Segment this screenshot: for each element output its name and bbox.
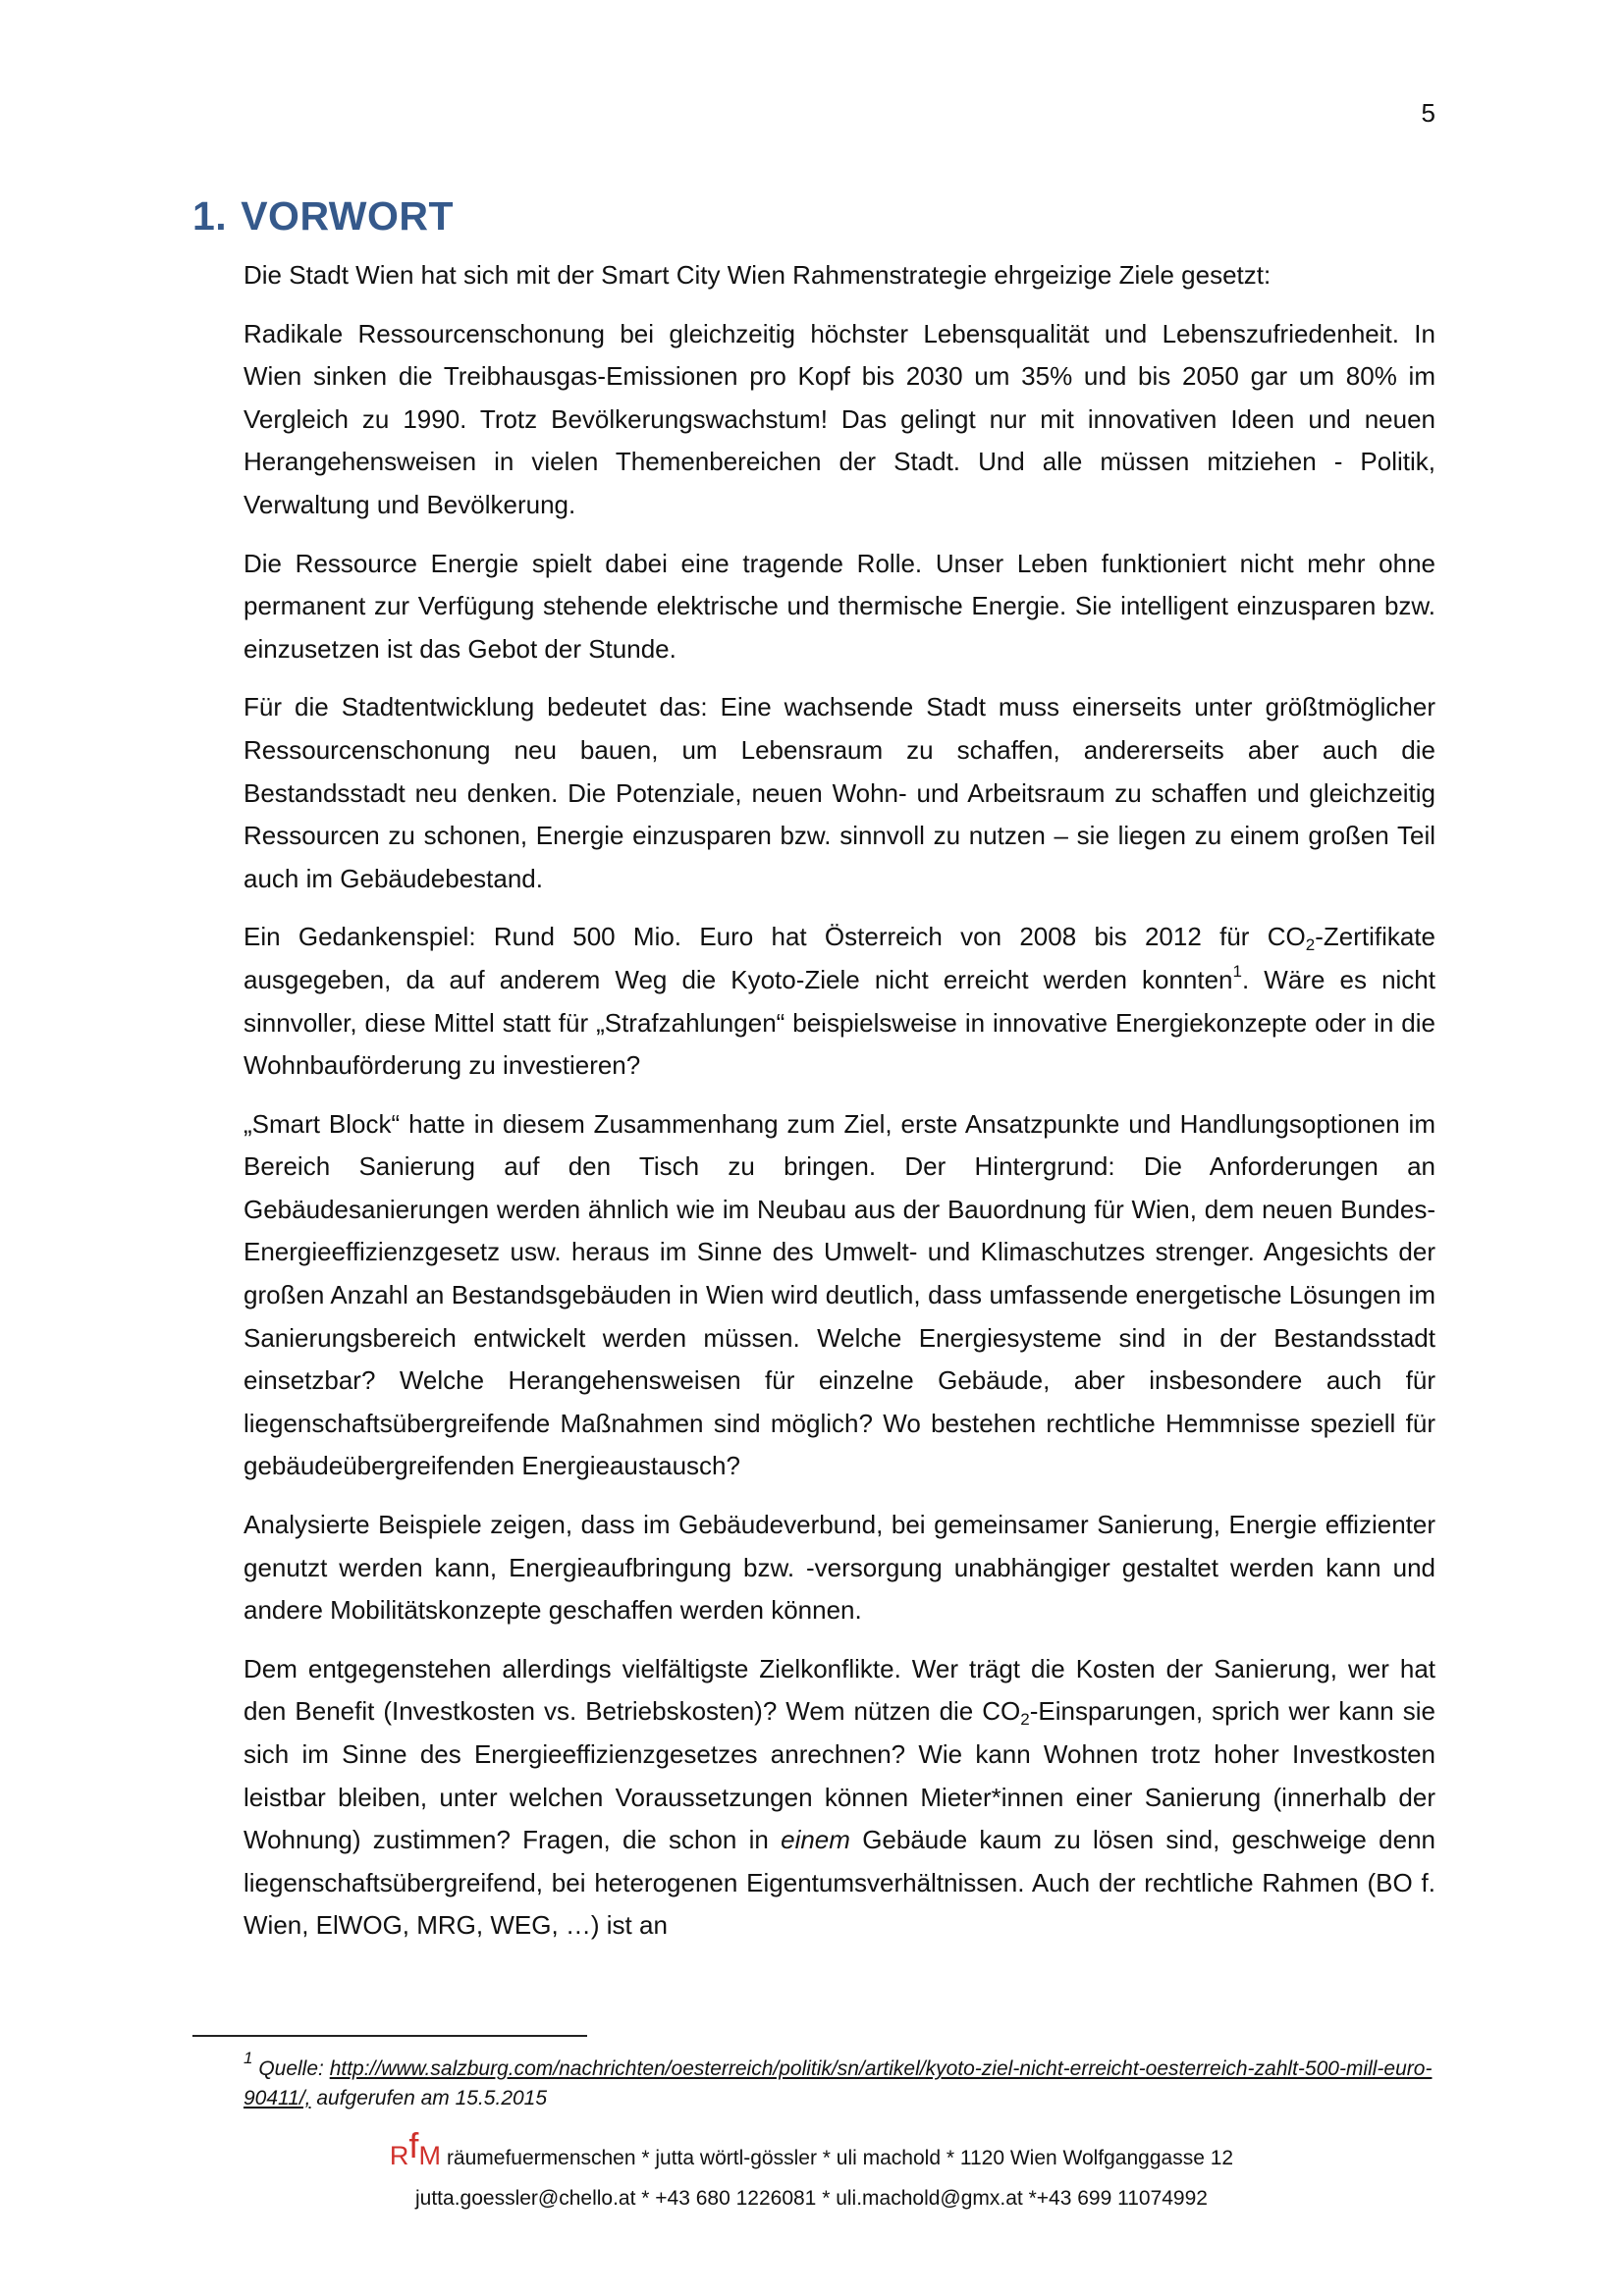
paragraph-4: Für die Stadtentwicklung bedeutet das: Eine wachsende Stadt muss einerseits unter größtmöglicher Ressourcenschonung neu bauen, um Lebensraum zu schaffen, andererseits aber auch die Bestandsstadt neu denken. Die Potenziale, neuen Wohn- und Arbeitsraum zu schaffen und gleichzeitig Ressourcen zu schonen, Energie einzusparen bzw. sinnvoll zu nutzen – sie liegen zu einem großen Teil auch im Gebäudebestand. xyxy=(243,692,1435,893)
paragraph-8-part-c: Gebäude kaum zu lösen sind, geschweige denn liegenschaftsübergreifend, bei heterogenen Eigentumsverhältnissen. Auch der rechtliche Rahmen (BO f. Wien, ElWOG, MRG, WEG, …) ist an xyxy=(243,1825,1435,1941)
footnote xyxy=(243,2049,1435,2113)
footnote-divider xyxy=(192,2035,587,2037)
logo-letter-r: R xyxy=(389,2141,409,2170)
footer-address xyxy=(0,2125,1623,2173)
paragraph-8-part-b: -Einsparungen, sprich wer kann sie sich im Sinne des Energieeffizienzgesetzes anrechnen? Wie kann Wohnen trotz hoher Investkosten leistbar bleiben, unter welchen Voraussetzungen können Mieter*innen einer Sanierung (innerhalb der Wohnung) zustimmen? Fragen, die schon in xyxy=(243,1696,1435,1855)
footnote-marker: 1 xyxy=(243,2049,253,2067)
co2-subscript: 2 xyxy=(1305,935,1316,955)
body-text xyxy=(243,254,1435,1963)
paragraph-2: Radikale Ressourcenschonung bei gleichzeitig höchster Lebensqualität und Lebenszufriedenheit. In Wien sinken die Treibhausgas-Emissionen pro Kopf bis 2030 um 35% und bis 2050 gar um 80% im Vergleich zu 1990. Trotz Bevölkerungswachstum! Das gelingt nur mit innovativen Ideen und neuen Herangehensweisen in vielen Themenbereichen der Stadt. Und alle müssen mitziehen - Politik, Verwaltung und Bevölkerung. xyxy=(243,318,1435,519)
paragraph-5-part-c: . Wäre es nicht sinnvoller, diese Mittel statt für „Strafzahlungen“ beispielsweise in innovative Energiekonzepte oder in die Wohnbauförderung zu investieren? xyxy=(243,964,1435,1081)
footnote-label: Quelle: xyxy=(258,2057,330,2080)
footer-line-1: räumefuermenschen * jutta wörtl-gössler * uli machold * 1120 Wien Wolfganggasse 12 xyxy=(446,2147,1234,2169)
section-number: 1. xyxy=(192,193,228,239)
logo-letter-m: M xyxy=(418,2141,441,2170)
paragraph-8 xyxy=(243,1648,1435,1948)
paragraph-8-part-a: Dem entgegenstehen allerdings vielfältigste Zielkonflikte. Wer trägt die Kosten der Sanierung, wer hat den Benefit (Investkosten vs. Betriebskosten)? Wem nützen die CO xyxy=(243,1653,1435,1727)
paragraph-3: Die Ressource Energie spielt dabei eine tragende Rolle. Unser Leben funktioniert nicht mehr ohne permanent zur Verfügung stehende elektrische und thermische Energie. Sie intelligent einzusparen bzw. einzusetzen ist das Gebot der Stunde. xyxy=(243,548,1435,664)
paragraph-7: Analysierte Beispiele zeigen, dass im Gebäudeverbund, bei gemeinsamer Sanierung, Energie effizienter genutzt werden kann, Energieaufbringung bzw. -versorgung unabhängiger gestaltet werden kann und andere Mobilitätskonzepte geschaffen werden können. xyxy=(243,1510,1435,1626)
co2-subscript: 2 xyxy=(1020,1710,1030,1730)
section-title: VORWORT xyxy=(241,193,455,239)
rfm-logo xyxy=(389,2125,441,2170)
paragraph-5-part-a: Ein Gedankenspiel: Rund 500 Mio. Euro hat Österreich von 2008 bis 2012 für CO xyxy=(243,922,1306,952)
footnote-link[interactable]: http://www.salzburg.com/nachrichten/oesterreich/politik/sn/artikel/kyoto-ziel-nicht-erreicht-oesterreich-zahlt-500-mill-euro-90411/, xyxy=(243,2057,1433,2109)
paragraph-5-part-b: -Zertifikate ausgegeben, da auf anderem Weg die Kyoto-Ziele nicht erreicht werden konnten xyxy=(243,922,1435,994)
paragraph-1: Die Stadt Wien hat sich mit der Smart City Wien Rahmenstrategie ehrgeizige Ziele gesetzt: xyxy=(243,260,1271,290)
footnote-accessed: aufgerufen am 15.5.2015 xyxy=(310,2087,548,2109)
footer-contact: jutta.goessler@chello.at * +43 680 1226081 * uli.machold@gmx.at *+43 699 11074992 xyxy=(415,2187,1208,2210)
paragraph-5 xyxy=(243,916,1435,1087)
footnote-reference[interactable]: 1 xyxy=(1232,961,1242,981)
emphasis-einem: einem xyxy=(781,1825,850,1855)
section-heading xyxy=(192,193,454,240)
logo-letter-f: f xyxy=(408,2125,419,2165)
paragraph-6: „Smart Block“ hatte in diesem Zusammenhang zum Ziel, erste Ansatzpunkte und Handlungsoptionen im Bereich Sanierung auf den Tisch zu bringen. Der Hintergrund: Die Anforderungen an Gebäudesanierungen werden ähnlich wie im Neubau aus der Bauordnung für Wien, dem neuen Bundes-Energieeffizienzgesetz usw. heraus im Sinne des Umwelt- und Klimaschutzes strenger. Angesichts der großen Anzahl an Bestandsgebäuden in Wien wird deutlich, dass umfassende energetische Lösungen im Sanierungsbereich entwickelt werden müssen. Welche Energiesysteme sind in der Bestandsstadt einsetzbar? Welche Herangehensweisen für einzelne Gebäude, aber insbesondere auch für liegenschaftsübergreifende Maßnahmen sind möglich? Wo bestehen rechtliche Hemmnisse speziell für gebäudeübergreifenden Energieaustausch? xyxy=(243,1108,1435,1481)
page-number: 5 xyxy=(1421,98,1435,128)
